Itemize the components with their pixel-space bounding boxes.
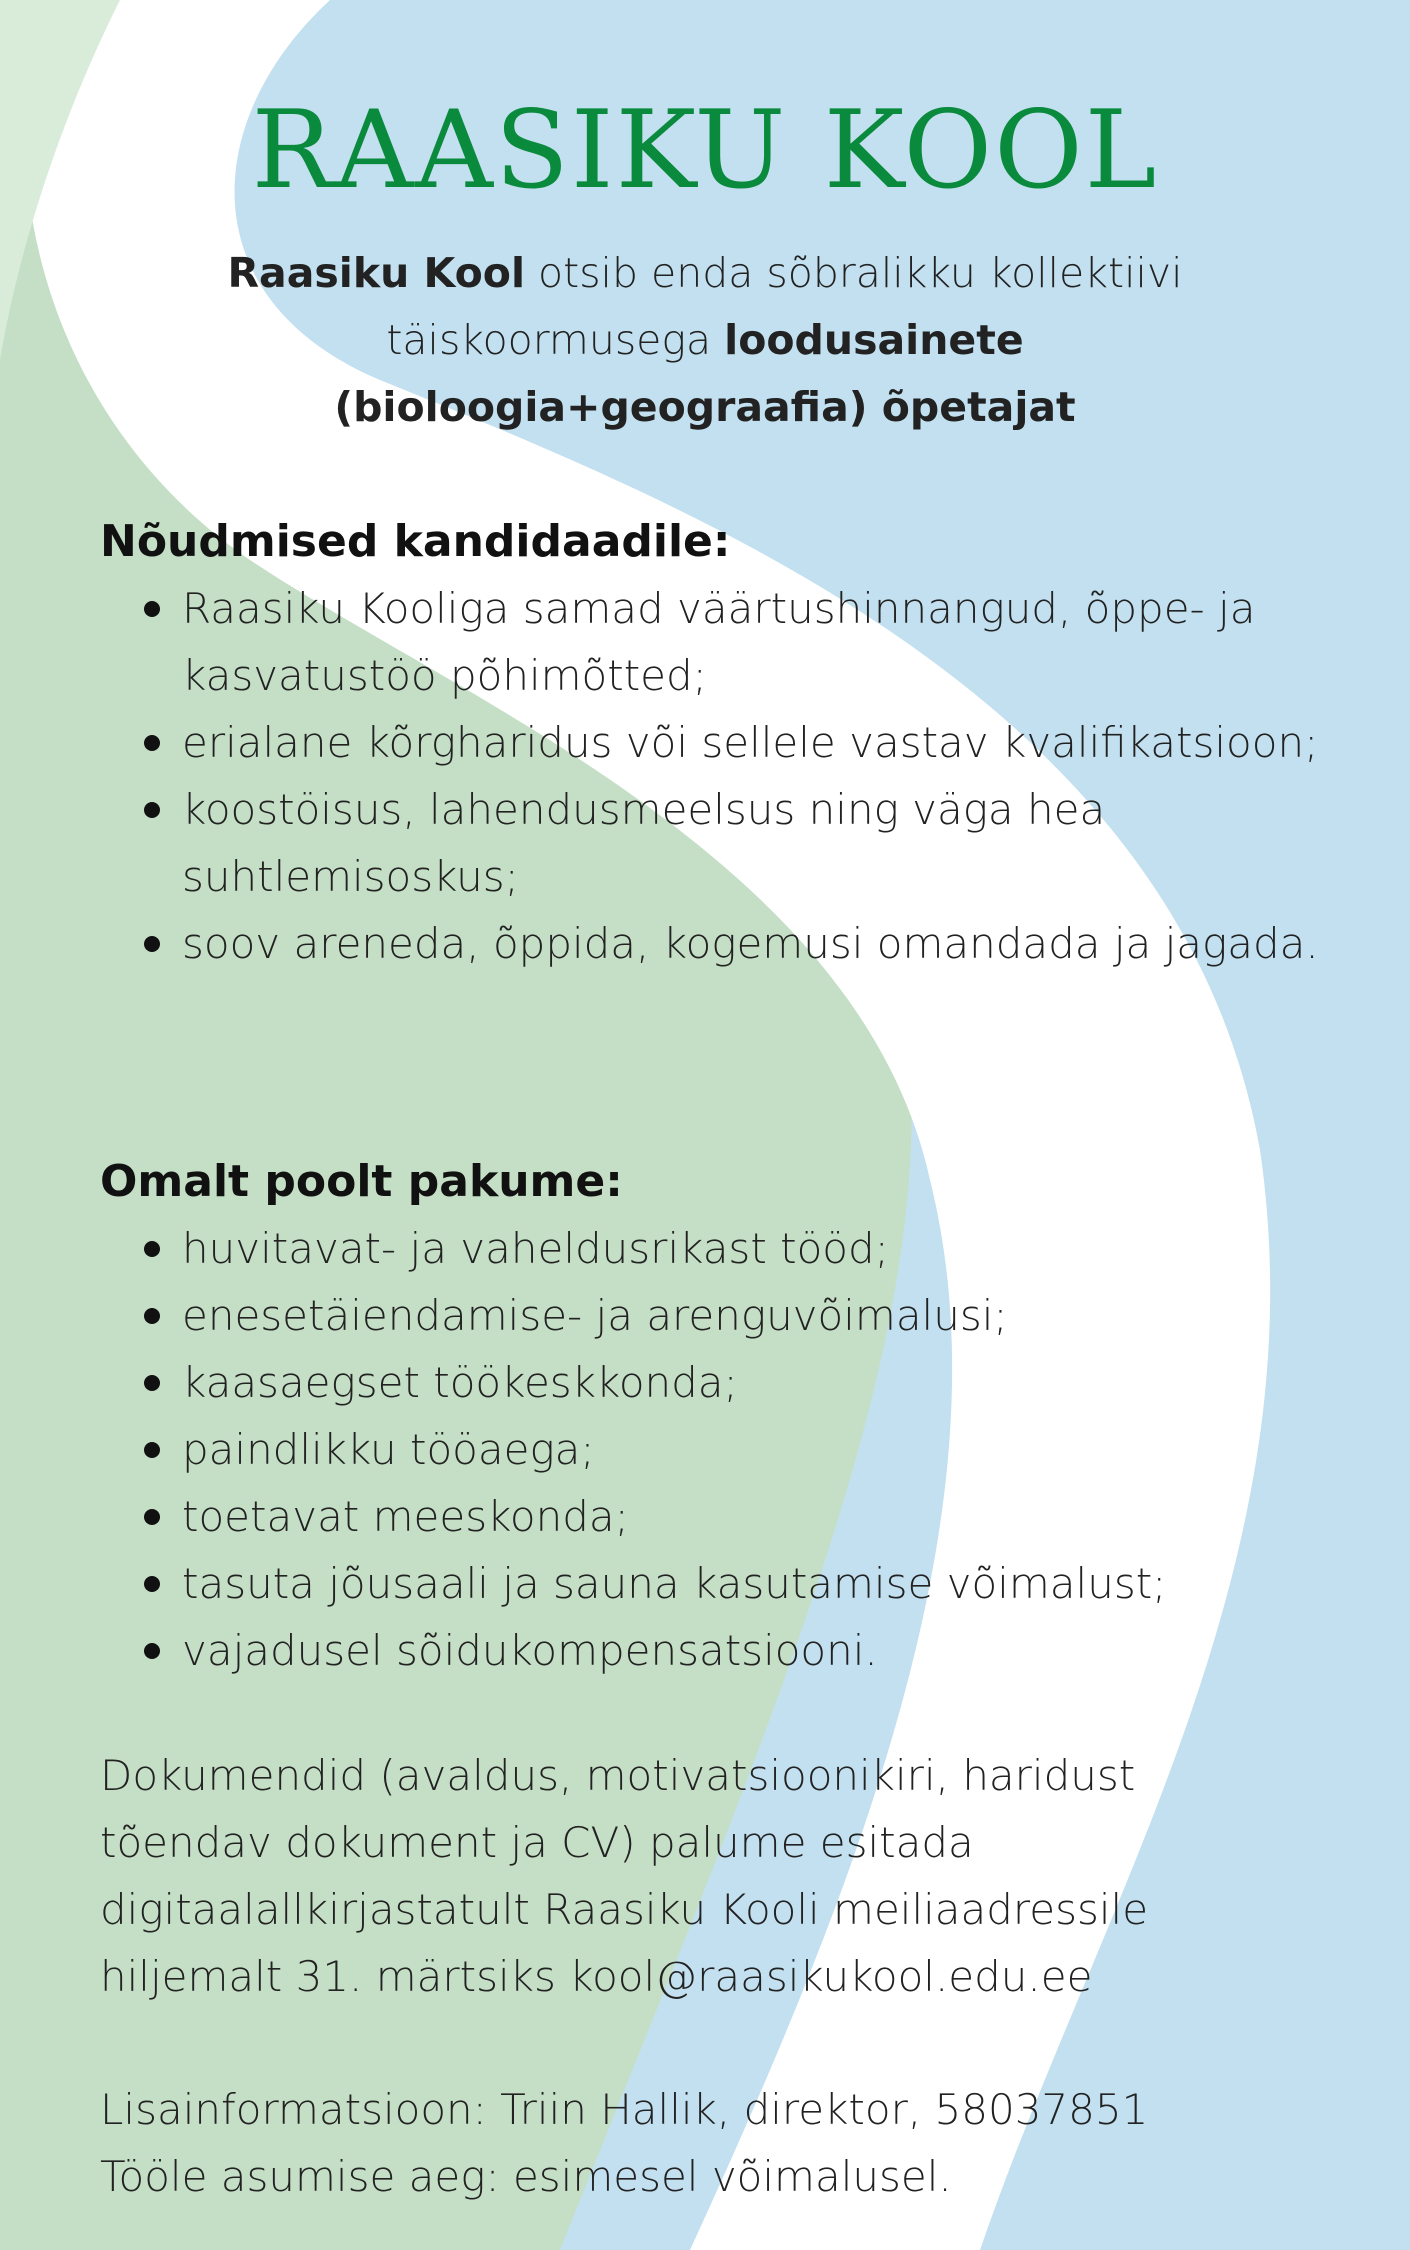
list-item bbox=[100, 1349, 1320, 1416]
requirements-list bbox=[100, 575, 1320, 977]
list-item bbox=[100, 1215, 1320, 1282]
page-title: RAASIKU KOOL bbox=[251, 88, 1159, 213]
position-name: (bioloogia+geograafia) õpetajat bbox=[334, 383, 1076, 431]
list-item-text: kaasaegset töökeskkonda; bbox=[182, 1358, 738, 1407]
documents-paragraph: Dokumendid (avaldus, motivatsioonikiri, haridust tõendav dokument ja CV) palume esitada digitaalallkirjastatult Raasiku Kooli meiliaadressile hiljemalt 31. märtsiks kool@raasikukool.edu.ee bbox=[100, 1751, 1149, 2001]
intro-text bbox=[150, 240, 1260, 441]
start-date: Tööle asumise aeg: esimesel võimalusel. bbox=[100, 2152, 952, 2201]
list-item-text: enesetäiendamise- ja arenguvõimalusi; bbox=[182, 1291, 1008, 1340]
subject-name: loodusainete bbox=[724, 316, 1024, 364]
list-item-text: huvitavat- ja vaheldusrikast tööd; bbox=[182, 1224, 889, 1273]
list-item-text: Raasiku Kooliga samad väärtushinnangud, õppe- ja kasvatustöö põhimõtted; bbox=[182, 584, 1256, 700]
bullet-icon bbox=[144, 1308, 160, 1324]
list-item-text: tasuta jõusaali ja sauna kasutamise võimalust; bbox=[182, 1559, 1167, 1608]
list-item-text: erialane kõrgharidus või sellele vastav kvalifikatsioon; bbox=[182, 718, 1319, 767]
school-name: Raasiku Kool bbox=[227, 249, 525, 297]
list-item-text: paindlikku tööaega; bbox=[182, 1425, 595, 1474]
offers-list bbox=[100, 1215, 1320, 1684]
list-item-text: vajadusel sõidukompensatsiooni. bbox=[182, 1626, 878, 1675]
requirements-heading: Nõudmised kandidaadile: bbox=[100, 516, 731, 567]
list-item bbox=[100, 910, 1320, 977]
bullet-icon bbox=[144, 1643, 160, 1659]
list-item-text: toetavat meeskonda; bbox=[182, 1492, 629, 1541]
bullet-icon bbox=[144, 601, 160, 617]
requirements-section bbox=[100, 508, 1320, 977]
list-item-text: soov areneda, õppida, kogemusi omandada ja jagada. bbox=[182, 919, 1319, 968]
list-item-text: koostöisus, lahendusmeelsus ning väga hea suhtlemisoskus; bbox=[182, 785, 1106, 901]
list-item bbox=[100, 1483, 1320, 1550]
bullet-icon bbox=[144, 936, 160, 952]
list-item bbox=[100, 1282, 1320, 1349]
list-item bbox=[100, 709, 1320, 776]
bullet-icon bbox=[144, 1241, 160, 1257]
offers-heading: Omalt poolt pakume: bbox=[100, 1156, 623, 1207]
contact-info: Lisainformatsioon: Triin Hallik, direktor, 58037851 bbox=[100, 2085, 1149, 2134]
bullet-icon bbox=[144, 1576, 160, 1592]
bullet-icon bbox=[144, 802, 160, 818]
list-item bbox=[100, 575, 1320, 709]
bullet-icon bbox=[144, 1375, 160, 1391]
bullet-icon bbox=[144, 1442, 160, 1458]
bullet-icon bbox=[144, 1509, 160, 1525]
list-item bbox=[100, 1617, 1320, 1684]
list-item bbox=[100, 1550, 1320, 1617]
list-item bbox=[100, 1416, 1320, 1483]
list-item bbox=[100, 776, 1320, 910]
bullet-icon bbox=[144, 735, 160, 751]
offers-section bbox=[100, 1148, 1320, 1684]
intro-sentence: otsib enda sõbralikku kollektiivi täiskoormusega bbox=[386, 249, 1183, 364]
